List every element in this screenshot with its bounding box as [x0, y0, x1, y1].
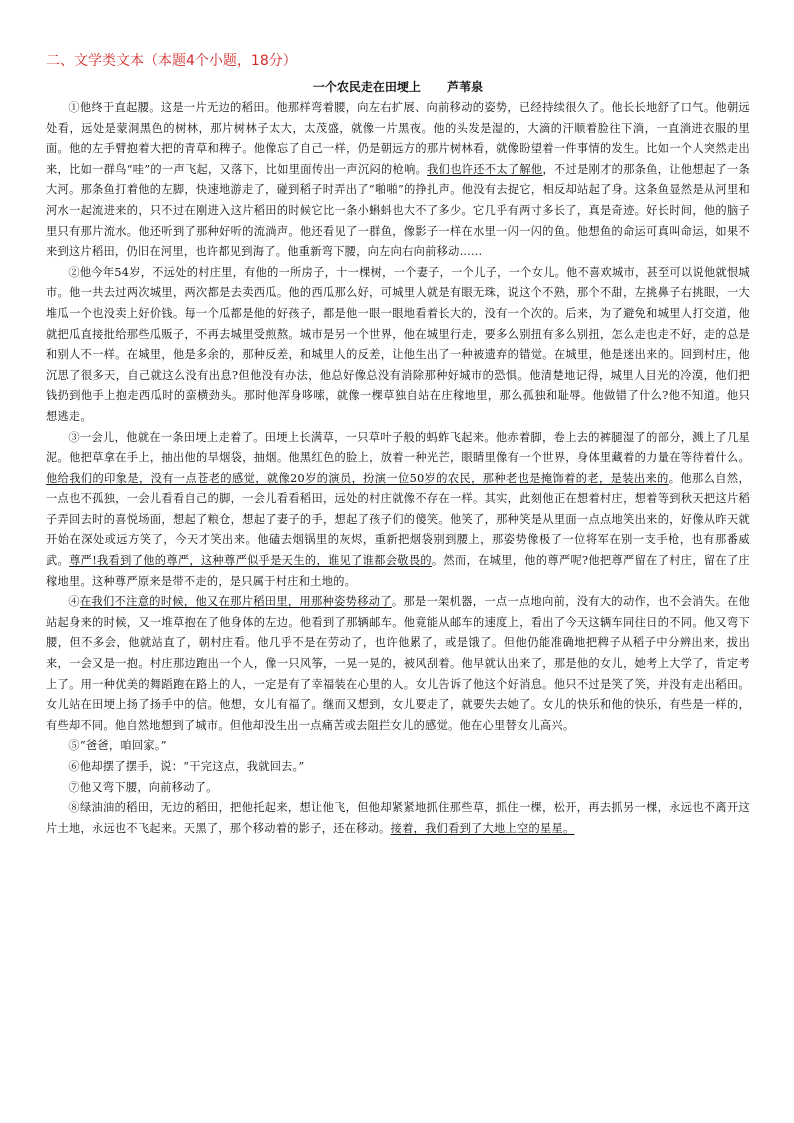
paragraph-text: ⑦他又弯下腰，向前移动了。 — [68, 780, 218, 794]
paragraph-8 — [46, 798, 750, 839]
article-title: 一个农民走在田埂上 — [312, 80, 421, 94]
paragraph-text: ，不过是刚才的那条鱼，让他想起了一条大河。那条鱼打着他的左脚，快速地游走了，碰到稻子时弄出了“啪啪”的挣扎声。他没有去捉它，相反却站起了身。这条鱼显然是从河里和河水一起流进来的，只不过在刚进入这片稻田的时候它比一条小蝌蚪也大不了多少。它几乎有两寸多长了，真是奇迹。好长时间，他的脑子里只有那片流水。他还听到了那种好听的流淌声。他还看见了一群鱼，像影子一样在水里一闪一闪的鱼。他想鱼的命运可真叫命运，如果不来到这片稻田，仍旧在河里，也许都见到海了。他重新弯下腰，向左向右向前移动…… — [46, 162, 750, 259]
paragraph-1 — [46, 98, 750, 263]
underlined-sentence: 接着，我们看到了大地上空的星星。 — [390, 821, 575, 835]
underlined-sentence: 尊严!我看到了他的尊严，这种尊严似乎是天生的，谁见了谁都会敬畏的 — [69, 554, 432, 568]
article-body — [46, 98, 750, 839]
paragraph-text: ④ — [68, 595, 80, 609]
paragraph-text: ①他终于直起腰。这是一片无边的稻田。他那样弯着腰，向左右扩展、向前移动的姿势，已经持续很久了。他长长地舒了口气。他朝远处看，远处是蒙洞黑色的树林，那片树林子太大，太茂盛，就像一片黑夜。他的头发是湿的，大滴的汗顺着脸往下淌，一直淌进衣服的里面。他的左手臂抱着大把的青草和稗子。他像忘了自己一样，仍是朝远方的那片树林看，就像盼望着一件事情的发生。比如一个人突然走出来，比如一群鸟“哇”的一声飞起，又落下，比如里面传出一声沉闷的枪响。 — [46, 101, 750, 176]
paragraph-text: 。那是一架机器，一点一点地向前，没有大的动作，也不会消失。在他站起身来的时候，又一堆草抱在了他身体的左边。他看到了那辆邮车。他竟能从邮车的速度上，看出了今天这辆车同往日的不同。他又弯下腰，但不多会，他就站直了，朝村庄看。他几乎不是在劳动了，也许他累了，或是饿了。但他仍能准确地把稗子从稻子中分辨出来，拔出来，一会又是一抱。村庄那边跑出一个人，像一只风筝，一晃一晃的，被风刮着。他早就认出来了，那是他的女儿，她考上大学了，肯定考上了。用一种优美的舞蹈跑在路上的人，一定是有了幸福装在心里的人。女儿告诉了他这个好消息。他只不过是笑了笑，并没有走出稻田。女儿站在田埂上扬了扬手中的信。他想，女儿有福了。继而又想到，女儿要走了，就要失去她了。女儿的快乐和他的快乐，有些是一样的，有些却不同。他自然地想到了城市。但他却没生出一点痛苦或去阻拦女儿的感觉。他在心里替女儿高兴。 — [46, 595, 750, 732]
paragraph-3 — [46, 428, 750, 593]
exam-page — [46, 52, 750, 839]
paragraph-5 — [46, 736, 750, 757]
paragraph-7 — [46, 778, 750, 799]
underlined-sentence: 他给我们的印象是，没有一点苍老的感觉，就像20岁的演员，扮演一位50岁的农民，那种老也是掩饰着的老，是装出来的 — [46, 471, 669, 485]
paragraph-text: ⑧绿油油的稻田，无边的稻田，把他托起来，想让他飞，但他却紧紧地抓住那些草，抓住一棵，松开，再去抓另一棵，永远也不离开这片土地，永远也不飞起来。天黑了，那个移动着的影子，还在移动。 — [46, 801, 750, 835]
paragraph-text: ⑤“爸爸，咱回家。” — [68, 739, 167, 753]
article-title-row — [46, 78, 750, 96]
paragraph-4 — [46, 592, 750, 736]
paragraph-text: ③一会儿，他就在一条田埂上走着了。田埂上长满草，一只草叶子般的蚂蚱飞起来。他赤着脚，卷上去的裤腿湿了的部分，溅上了几星泥。他把草拿在手上，抽出他的旱烟袋，抽烟。他黑红色的脸上，放着一种光芒，眼睛里像有一个世界，身体里藏着的力量在等待着什么。 — [46, 430, 750, 465]
underlined-sentence: 在我们不注意的时候，他又在那片稻田里，用那种姿势移动了 — [79, 595, 392, 609]
paragraph-text: ②他今年54岁，不远处的村庄里，有他的一所房子，十一棵树，一个妻子，一个儿子，一个女儿。他不喜欢城市，甚至可以说他就恨城市。他一共去过两次城里，两次都是去卖西瓜。他的西瓜那么好，可城里人就是有眼无珠，说这个不熟，那个不甜，左挑鼻子右挑眼，一大堆瓜一个也没卖上好价钱。每一个瓜都是他的好孩子，都是他一眼一眼地看着长大的，没有一个次的。后来，为了避免和城里人打交道，他就把瓜直接批给那些瓜贩子，不再去城里受煎熬。城市是另一个世界，他在城里行走，要多么别扭有多么别扭，怎么走也走不好，走的总是和别人不一样。在城里，他是多余的，那种反差，和城里人的反差，让他生出了一种被遗弃的错觉。在城里，他是迷出来的。回到村庄，他沉思了很多天，自己就这么没有出息?但他没有办法，他总好像总没有消除那种好城市的恐惧。他清楚地记得，城里人目光的冷漠，他们把钱扔到他手上抱走西瓜时的蛮横劲头。那时他浑身哆嗦，就像一棵草独自站在庄稼地里，那么孤独和耻辱。他做错了什么?他不知道。他只想逃走。 — [46, 265, 750, 423]
underlined-sentence: 我们也许还不太了解他 — [427, 162, 543, 176]
paragraph-6 — [46, 757, 750, 778]
paragraph-text: 。他那么自然，一点也不孤独，一会儿看看自己的脚，一会儿看看稻田，远处的村庄就像不存在一样。其实，此刻他正在想着村庄，想着等到秋天把这片稻子弄回去时的喜悦场面，想起了粮仓，想起了妻子的手，想起了孩子们的傻笑。他笑了，那种笑是从里面一点点地笑出来的，好像从昨天就开始在深处或远方笑了，今天才笑出来。他磕去烟锅里的灰烬，重新把烟袋别到腰上，那姿势像极了一位将军在别一支手枪，也有那番威武。 — [46, 471, 750, 568]
article-author: 芦苇泉 — [447, 80, 484, 94]
paragraph-text: 。然而，在城里，他的尊严呢?他把尊严留在了村庄，留在了庄稼地里。这种尊严原来是带不走的，是只属于村庄和土地的。 — [46, 554, 750, 588]
paragraph-text: ⑥他却摆了摆手，说：“干完这点，我就回去。” — [68, 760, 305, 773]
paragraph-2 — [46, 263, 750, 428]
section-heading: 二、文学类文本（本题4个小题，18分） — [46, 53, 297, 69]
